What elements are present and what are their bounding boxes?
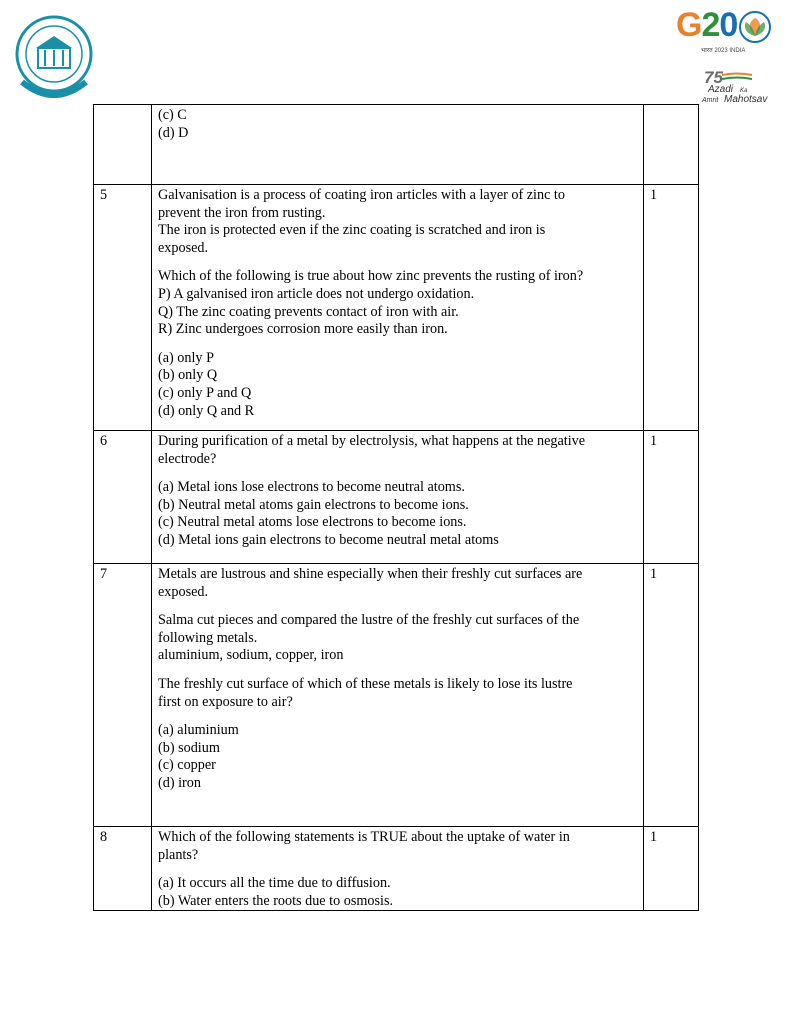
question-line: Which of the following statements is TRUE about the uptake of water in: [158, 829, 570, 845]
question-line: (b) Neutral metal atoms gain electrons to become ions.: [158, 496, 469, 513]
question-number: 8: [94, 827, 152, 911]
azadi-amrit: Amrit: [702, 97, 719, 104]
question-row: [94, 105, 699, 185]
question-line: (d) D: [158, 124, 189, 141]
question-line: (b) Water enters the roots due to osmosis.: [158, 892, 394, 909]
lotus-icon: [738, 10, 772, 44]
question-line: The freshly cut surface of which of these metals is likely to lose its lustre: [158, 675, 573, 692]
cbse-emblem-logo: [14, 12, 94, 108]
question-marks: [644, 105, 699, 185]
question-line: exposed.: [158, 583, 209, 600]
question-number: 5: [94, 185, 152, 431]
paragraph-gap: [158, 711, 637, 722]
question-line: (c) only P and Q: [158, 384, 252, 401]
question-line: (d) only Q and R: [158, 402, 255, 419]
azadi-number: 75: [704, 68, 723, 87]
question-row: [94, 564, 699, 827]
question-line: (a) Metal ions lose electrons to become neutral atoms.: [158, 479, 465, 496]
question-line: (a) aluminium: [158, 722, 239, 739]
question-line: exposed.: [158, 239, 209, 256]
g20-2: 2: [701, 6, 720, 44]
g20-g: G: [676, 6, 702, 44]
question-line: R) Zinc undergoes corrosion more easily than iron.: [158, 321, 448, 338]
question-text-cell: [152, 105, 644, 185]
question-text-cell: [152, 185, 644, 431]
question-line: During purification of a metal by electrolysis, what happens at the negative: [158, 433, 586, 449]
question-line: (a) It occurs all the time due to diffusion.: [158, 875, 391, 892]
question-line: (c) Neutral metal atoms lose electrons to become ions.: [158, 514, 467, 531]
question-line: (b) sodium: [158, 739, 220, 756]
tricolor-wave-icon: [722, 72, 752, 82]
azadi-ka-amrit-mahotsav-logo: [700, 68, 772, 108]
question-line: (d) iron: [158, 774, 201, 791]
question-line: (c) copper: [158, 757, 216, 774]
question-line: electrode?: [158, 450, 217, 467]
question-line: (a) only P: [158, 349, 214, 366]
question-line: (d) Metal ions gain electrons to become neutral metal atoms: [158, 531, 499, 548]
g20-0: 0: [719, 6, 738, 44]
question-row: [94, 185, 699, 431]
paragraph-gap: [158, 665, 637, 676]
question-line: The iron is protected even if the zinc coating is scratched and iron is: [158, 222, 546, 239]
question-line: Galvanisation is a process of coating iron articles with a layer of zinc to: [158, 187, 565, 203]
paragraph-gap: [158, 339, 637, 350]
g20-subtext: भारत 2023 INDIA: [701, 48, 746, 54]
question-line: Metals are lustrous and shine especially when their freshly cut surfaces are: [158, 566, 583, 582]
question-text-cell: [152, 564, 644, 827]
question-line: P) A galvanised iron article does not undergo oxidation.: [158, 285, 475, 302]
paragraph-gap: [158, 864, 637, 875]
question-line: Which of the following is true about how zinc prevents the rusting of iron?: [158, 268, 584, 285]
azadi-line1: Azadi: [708, 84, 734, 95]
question-marks: 1: [644, 564, 699, 827]
question-text-cell: [152, 431, 644, 564]
question-text-cell: [152, 827, 644, 911]
paragraph-gap: [158, 468, 637, 479]
g20-logo-text: [676, 6, 737, 44]
question-marks: 1: [644, 827, 699, 911]
question-table: [93, 104, 699, 911]
question-line: aluminium, sodium, copper, iron: [158, 647, 344, 664]
azadi-mahotsav: Mahotsav: [724, 94, 768, 105]
question-line: Salma cut pieces and compared the lustre of the freshly cut surfaces of the: [158, 612, 580, 629]
question-row: [94, 431, 699, 564]
paragraph-gap: [158, 257, 637, 268]
question-line: (b) only Q: [158, 367, 218, 384]
question-line: first on exposure to air?: [158, 693, 293, 710]
g20-logo: [676, 6, 774, 58]
question-table-body: [94, 105, 699, 911]
question-line: plants?: [158, 846, 199, 863]
question-line: prevent the iron from rusting.: [158, 204, 326, 221]
question-marks: 1: [644, 431, 699, 564]
question-number: [94, 105, 152, 185]
azadi-ka: Ka: [740, 88, 748, 94]
question-line: (c) C: [158, 107, 187, 123]
question-marks: 1: [644, 185, 699, 431]
paragraph-gap: [158, 601, 637, 612]
question-row: [94, 827, 699, 911]
question-line: Q) The zinc coating prevents contact of iron with air.: [158, 303, 459, 320]
question-line: following metals.: [158, 629, 258, 646]
question-number: 6: [94, 431, 152, 564]
question-number: 7: [94, 564, 152, 827]
